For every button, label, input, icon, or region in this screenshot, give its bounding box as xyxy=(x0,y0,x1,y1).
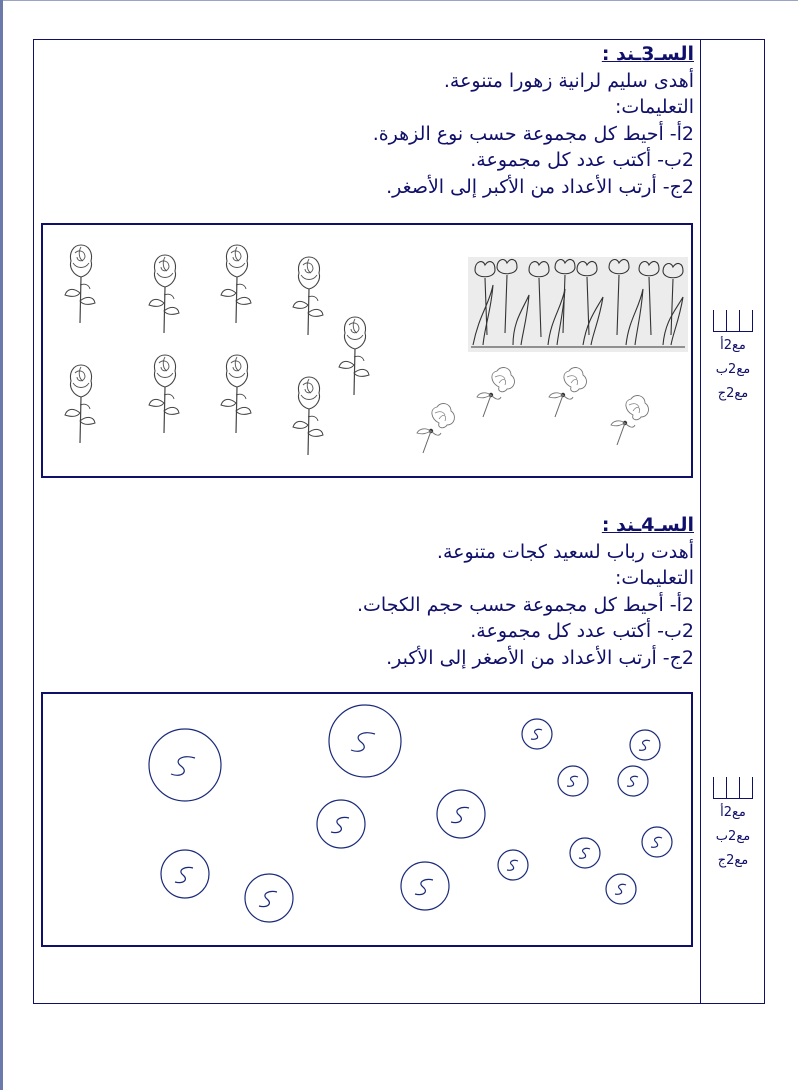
section3-score-boxes xyxy=(702,310,764,332)
section4-instructions-label: التعليمات: xyxy=(614,567,694,589)
rose-9 xyxy=(293,377,323,455)
rose-8 xyxy=(221,355,251,433)
rose-4 xyxy=(293,257,323,335)
marble-small xyxy=(618,766,648,796)
section3-instruction-b: 2ب- أكتب عدد كل مجموعة. xyxy=(470,149,694,171)
section3-code-c: مع2ج xyxy=(717,386,749,401)
score-box xyxy=(726,310,740,332)
rose-5 xyxy=(339,317,369,395)
marbles-box xyxy=(41,692,693,947)
rose-2 xyxy=(149,255,179,333)
page-left-edge xyxy=(0,0,3,1090)
marble-small xyxy=(606,874,636,904)
marble-small xyxy=(642,827,672,857)
section3-code-b: مع2ب xyxy=(715,362,751,377)
section4-intro: أهدت رباب لسعيد كجات متنوعة. xyxy=(436,540,694,563)
marble-large xyxy=(329,705,401,777)
section4-instruction-a: 2أ- أحيط كل مجموعة حسب حجم الكجات. xyxy=(356,593,694,616)
section3-instructions-label: التعليمات: xyxy=(614,96,694,118)
section3-instruction-a: 2أ- أحيط كل مجموعة حسب نوع الزهرة. xyxy=(372,122,694,145)
marble-small xyxy=(522,719,552,749)
tulips-image xyxy=(468,257,688,352)
poppy-1 xyxy=(417,404,454,453)
section4-code-b: مع2ب xyxy=(715,829,751,844)
score-box xyxy=(713,777,727,799)
marble-medium xyxy=(245,874,293,922)
flowers-illustration xyxy=(43,225,691,476)
section4-score-boxes xyxy=(702,777,764,799)
section3-code-a: مع2أ xyxy=(720,338,746,353)
section4-text xyxy=(357,512,694,671)
column-divider xyxy=(700,39,701,1004)
marble-small xyxy=(558,766,588,796)
poppy-2 xyxy=(477,368,514,417)
marble-medium xyxy=(161,850,209,898)
marble-small xyxy=(570,838,600,868)
marble-medium xyxy=(317,800,365,848)
marble-medium xyxy=(401,862,449,910)
section3-intro: أهدى سليم لرانية زهورا متنوعة. xyxy=(443,69,694,92)
poppy-3 xyxy=(549,368,586,417)
score-box xyxy=(726,777,740,799)
marble-large xyxy=(149,729,221,801)
section3-text xyxy=(373,41,694,200)
poppy-4 xyxy=(611,396,648,445)
rose-1 xyxy=(65,245,95,323)
score-box xyxy=(739,310,753,332)
section4-code-a: مع2أ xyxy=(720,805,746,820)
marble-medium xyxy=(437,790,485,838)
score-box xyxy=(713,310,727,332)
section3-instruction-c: 2ج- أرتب الأعداد من الأكبر إلى الأصغر. xyxy=(386,175,694,198)
marbles-illustration xyxy=(43,694,691,945)
flowers-box xyxy=(41,223,693,478)
score-box xyxy=(739,777,753,799)
rose-6 xyxy=(65,365,95,443)
marble-small xyxy=(630,730,660,760)
section3-heading: السـ3ـند : xyxy=(601,43,694,65)
section4-instruction-c: 2ج- أرتب الأعداد من الأصغر إلى الأكبر. xyxy=(386,646,694,669)
section4-heading: السـ4ـند : xyxy=(601,514,694,536)
section4-instruction-b: 2ب- أكتب عدد كل مجموعة. xyxy=(470,620,694,642)
section3-side-codes xyxy=(702,310,764,406)
section4-code-c: مع2ج xyxy=(717,853,749,868)
section4-side-codes xyxy=(702,777,764,873)
rose-3 xyxy=(221,245,251,323)
marble-small xyxy=(498,850,528,880)
rose-7 xyxy=(149,355,179,433)
page-top-edge xyxy=(0,0,798,1)
